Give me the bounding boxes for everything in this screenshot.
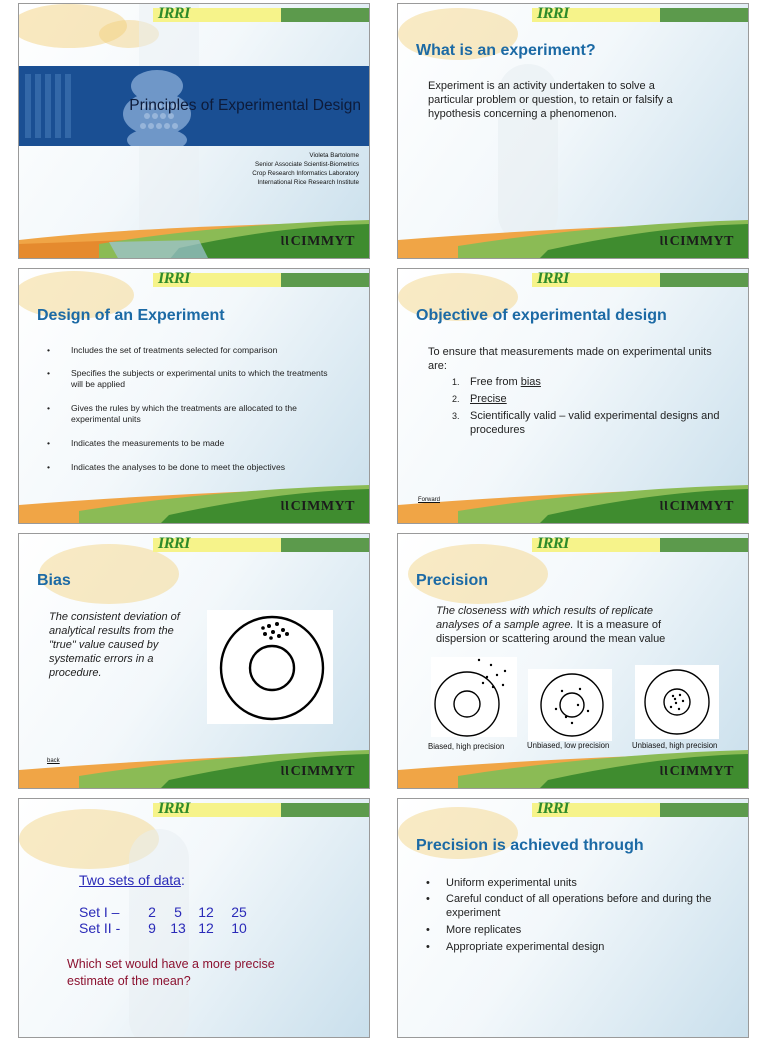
- bias-link[interactable]: bias: [520, 376, 541, 388]
- table-row: Set I – 2 5 12 25: [79, 904, 247, 920]
- byline-line: Senior Associate Scientist-Biometrics: [255, 161, 359, 168]
- target-biased-high-precision: [431, 657, 517, 737]
- target-unbiased-low-precision: [528, 669, 612, 741]
- list-item: 1. Free from bias: [452, 376, 541, 388]
- slide-4-title: Objective of experimental design: [416, 307, 667, 324]
- slide-2-what-is-experiment: [397, 3, 749, 259]
- list-item: • Indicates the analyses to be done to meet the objectives: [47, 462, 286, 472]
- slide-8-title: Precision is achieved through: [416, 837, 644, 854]
- list-item: 3. Scientifically valid – valid experimental designs and procedures: [452, 410, 720, 436]
- irri-logo: IRRI: [537, 535, 569, 552]
- bias-definition: The consistent deviation of analytical results from the "true" value caused by systematic errors in a procedure.: [49, 611, 180, 679]
- cimmyt-logo: ƖƖCIMMYT: [659, 763, 734, 779]
- precise-link[interactable]: Precise: [470, 393, 507, 405]
- slide-8-precision-achieved: [397, 798, 749, 1038]
- bias-target-diagram: [207, 610, 333, 724]
- irri-logo: IRRI: [158, 800, 190, 817]
- cimmyt-logo: ƖƖCIMMYT: [280, 763, 355, 779]
- cimmyt-logo: ƖƖCIMMYT: [280, 233, 355, 249]
- byline-line: Violeta Bartolome: [309, 152, 359, 159]
- precision-question: Which set would have a more precise estimate of the mean?: [67, 957, 275, 988]
- byline-line: Crop Research Informatics Laboratory: [252, 170, 359, 177]
- irri-logo: IRRI: [158, 270, 190, 287]
- slide-6-precision: [397, 533, 749, 789]
- irri-logo: IRRI: [537, 5, 569, 22]
- cimmyt-logo: ƖƖCIMMYT: [659, 233, 734, 249]
- irri-logo: IRRI: [537, 800, 569, 817]
- caption-biased-high-precision: Biased, high precision: [428, 742, 505, 751]
- irri-logo: IRRI: [537, 270, 569, 287]
- forward-link[interactable]: Forward: [418, 497, 441, 503]
- experiment-definition: Experiment is an activity undertaken to solve a particular problem or question, to retain or falsify a hypothesis concerning a phenomenon.: [428, 80, 673, 120]
- precision-definition: The closeness with which results of replicate analyses of a sample agree. It is a measure of dispersion or scattering around the mean value: [436, 605, 666, 645]
- list-item: • Appropriate experimental design: [426, 941, 605, 953]
- slide-1-title: [18, 3, 370, 259]
- objective-intro: To ensure that measurements made on experimental units are:: [428, 346, 712, 372]
- list-item: • Gives the rules by which the treatments are allocated to the experimental units: [47, 403, 297, 424]
- slide-1-title-text: Principles of Experimental Design: [129, 97, 361, 114]
- slide-5-title: Bias: [37, 572, 71, 589]
- author-byline: [252, 151, 359, 187]
- list-item: 2. Precise: [452, 393, 507, 405]
- slide-6-title: Precision: [416, 572, 489, 589]
- slide-5-bias: [18, 533, 370, 789]
- table-row: Set II - 9 13 12 10: [79, 920, 247, 936]
- list-item: • Includes the set of treatments selected for comparison: [47, 345, 278, 355]
- slide-7-two-sets-of-data: [18, 798, 370, 1038]
- cimmyt-logo: ƖƖCIMMYT: [659, 498, 734, 514]
- list-item: • More replicates: [426, 924, 522, 936]
- list-item: • Indicates the measurements to be made: [47, 438, 225, 448]
- caption-unbiased-high-precision: Unbiased, high precision: [632, 741, 718, 750]
- target-unbiased-high-precision: [635, 665, 719, 739]
- irri-logo: IRRI: [158, 535, 190, 552]
- irri-logo: IRRI: [158, 5, 190, 22]
- data-sets-heading: Two sets of data:: [79, 872, 185, 888]
- slide-3-title: Design of an Experiment: [37, 307, 225, 324]
- cimmyt-logo: ƖƖCIMMYT: [280, 498, 355, 514]
- byline-line: International Rice Research Institute: [257, 179, 359, 186]
- list-item: • Specifies the subjects or experimental units to which the treatments will be applied: [47, 368, 328, 389]
- list-item: • Uniform experimental units: [426, 877, 577, 889]
- two-sets-link[interactable]: Two sets of data: [79, 872, 181, 888]
- back-link[interactable]: back: [47, 758, 60, 764]
- list-item: • Careful conduct of all operations before and during the experiment: [426, 893, 712, 919]
- caption-unbiased-low-precision: Unbiased, low precision: [527, 741, 610, 750]
- slide-4-objective: [397, 268, 749, 524]
- slide-3-design-of-experiment: [18, 268, 370, 524]
- slide-2-title: What is an experiment?: [416, 42, 596, 59]
